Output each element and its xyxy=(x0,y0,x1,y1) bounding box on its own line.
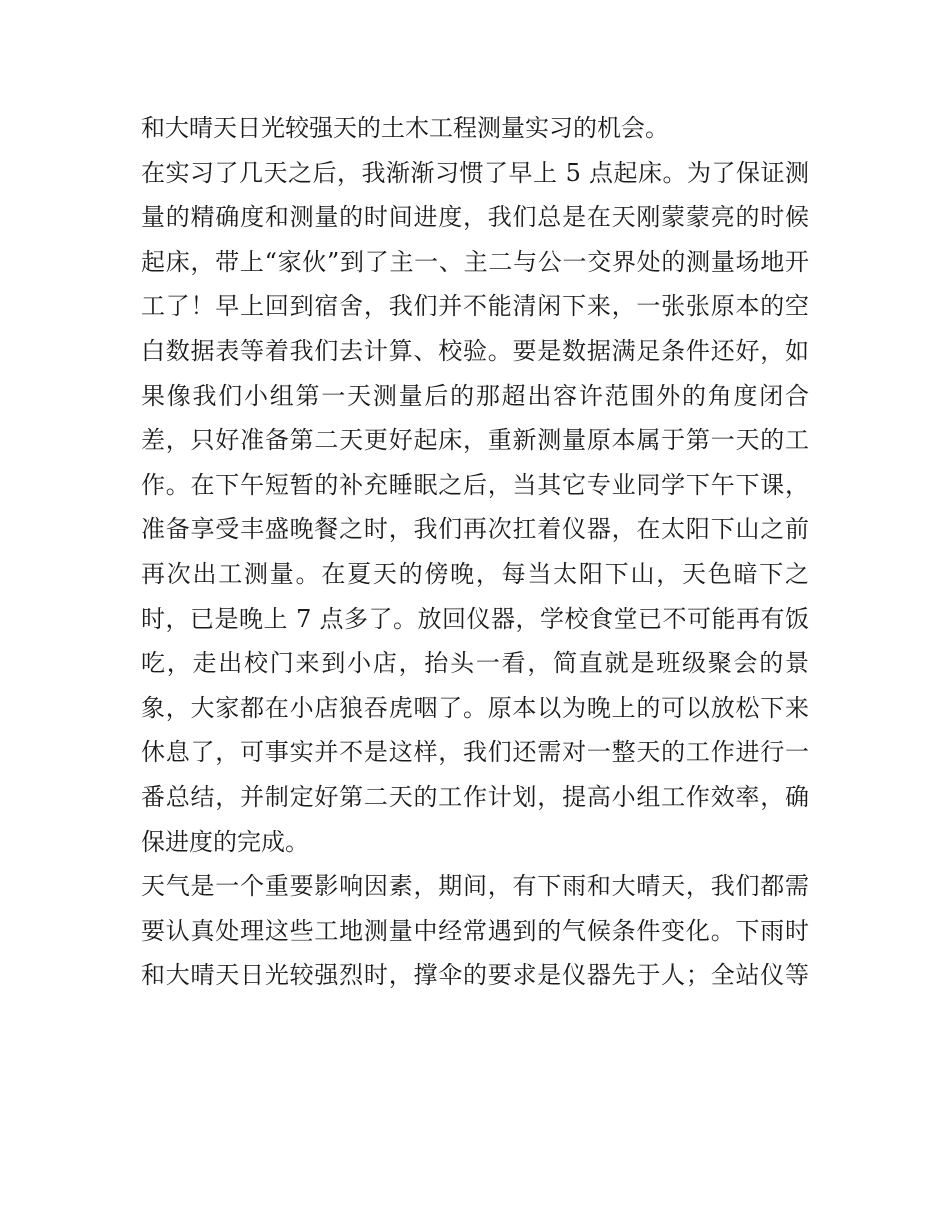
text-line: 作。在下午短暂的补充睡眠之后，当其它专业同学下午下课， xyxy=(141,470,809,499)
text-line: 时，已是晚上 7 点多了。放回仪器，学校食堂已不可能再有饭 xyxy=(141,604,809,633)
text-line: 要认真处理这些工地测量中经常遇到的气候条件变化。下雨时 xyxy=(141,916,809,945)
text-line: 工了！早上回到宿舍，我们并不能清闲下来，一张张原本的空 xyxy=(141,292,809,321)
text-line: 天气是一个重要影响因素，期间，有下雨和大晴天，我们都需 xyxy=(141,872,809,901)
text-line: 和大晴天日光较强烈时，撑伞的要求是仪器先于人；全站仪等 xyxy=(141,961,809,990)
text-line: 果像我们小组第一天测量后的那超出容许范围外的角度闭合 xyxy=(141,381,809,410)
text-line: 差，只好准备第二天更好起床，重新测量原本属于第一天的工 xyxy=(141,426,809,455)
body-text xyxy=(141,106,821,998)
text-line: 白数据表等着我们去计算、校验。要是数据满足条件还好，如 xyxy=(141,336,809,365)
text-line: 量的精确度和测量的时间进度，我们总是在天刚蒙蒙亮的时候 xyxy=(141,203,809,232)
text-line: 和大晴天日光较强天的土木工程测量实习的机会。 xyxy=(141,114,669,142)
text-line: 休息了，可事实并不是这样，我们还需对一整天的工作进行一 xyxy=(141,738,809,767)
text-line: 再次出工测量。在夏天的傍晚，每当太阳下山，天色暗下之 xyxy=(141,559,809,588)
text-line: 在实习了几天之后，我渐渐习惯了早上 5 点起床。为了保证测 xyxy=(141,158,809,187)
text-line: 保进度的完成。 xyxy=(141,827,309,856)
text-line: 番总结，并制定好第二天的工作计划，提高小组工作效率，确 xyxy=(141,782,809,811)
text-line: 象，大家都在小店狼吞虎咽了。原本以为晚上的可以放松下来 xyxy=(141,693,809,722)
text-line: 起床，带上“家伙”到了主一、主二与公一交界处的测量场地开 xyxy=(141,247,809,276)
text-line: 吃，走出校门来到小店，抬头一看，简直就是班级聚会的景 xyxy=(141,649,809,678)
text-line: 准备享受丰盛晚餐之时，我们再次扛着仪器，在太阳下山之前 xyxy=(141,515,809,544)
